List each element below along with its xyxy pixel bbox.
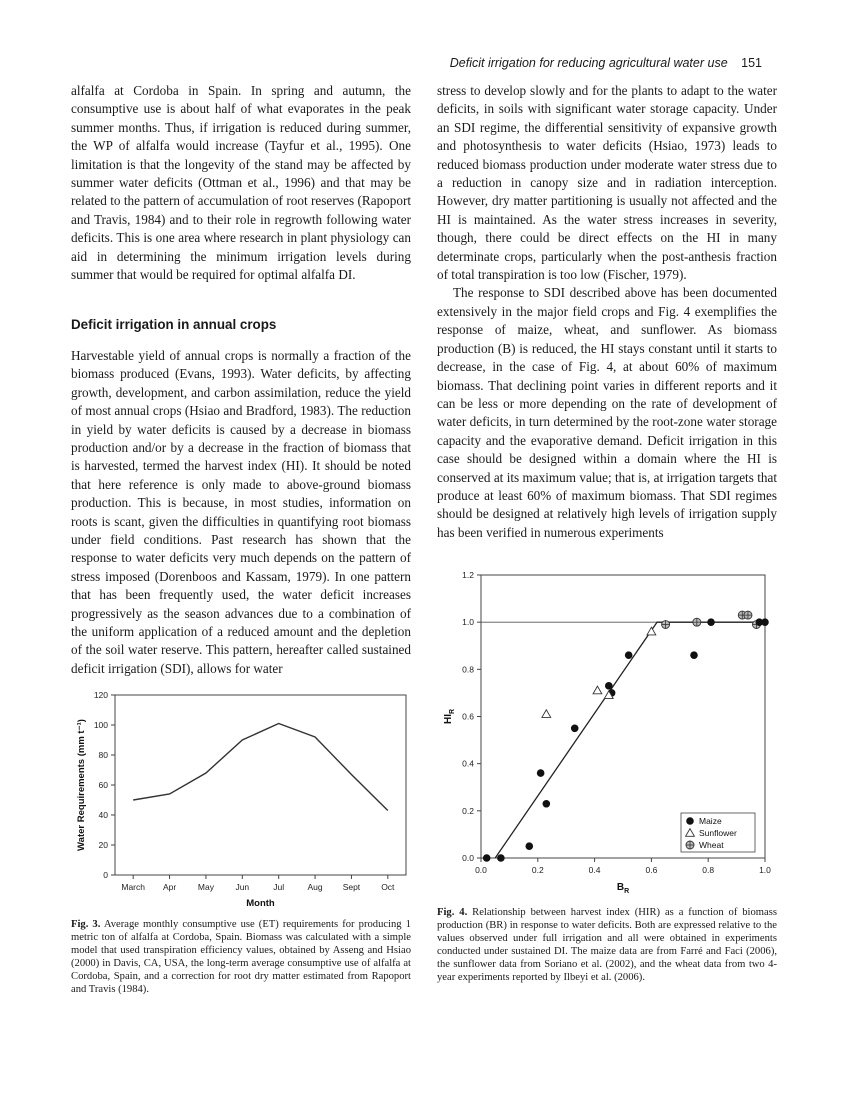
fig4-point-sunflower: [542, 710, 551, 718]
fig4-legend-label-maize: Maize: [699, 816, 722, 826]
fig3-xtick-label: Oct: [381, 882, 395, 892]
fig3-ytick-label: 0: [103, 870, 108, 880]
fig4-point-maize: [525, 842, 533, 850]
fig4-ytick-label: 1.0: [462, 617, 474, 628]
fig3-xtick-label: May: [197, 882, 214, 892]
fig4-ytick-label: 0.0: [462, 853, 474, 863]
left-paragraph-1: alfalfa at Cordoba in Spain. In spring and autumn, the consumptive use is about half of what evaporates in the peak summer months. Thus, if irrigation is reduced during summer, the WP of alfalfa would increase (Tayfur et al., 1995). One limitation is that the longevity of the stand may be affected by summer water deficits (Ottman et al., 1996) and that may be related to the pattern of accumulation of root reserves (Rapoport and Travis, 1984) and to their role in regrowth following water deficits. This is one area where research in plant physiology can aid in determining the minimum irrigation levels during summer that would be required for optimal alfalfa DI.: [71, 83, 411, 283]
fig4-x-axis-label: $B_R$: [616, 882, 630, 895]
fig4-ytick-label: 0.4: [462, 758, 474, 769]
fig4-ytick-label: 0.2: [462, 805, 474, 816]
fig4-point-maize: [605, 682, 613, 690]
right-column: [437, 82, 777, 542]
fig3-caption: [71, 918, 411, 996]
fig4-point-maize: [543, 800, 551, 808]
fig4-point-sunflower: [593, 686, 602, 694]
fig4-point-wheat: [693, 618, 701, 626]
fig3-ytick-label: 60: [98, 780, 108, 790]
right-paragraph-2: The response to SDI described above has been documented extensively in the major field crops and Fig. 4 exemplifies the response of maize, wheat, and sunflower. As biomass production (B) is reduced, the HI stays constant until it starts to decrease, in the case of Fig. 4, at about 60% of maximum biomass. That declining point varies in different reports and it can be less or more depending on the rate of development of water deficits, in turn determined by the root-zone water storage capacity and the evaporative demand. Deficit irrigation in this case should be designed within a domain where the HI is conserved at its maximum value; that is, at irrigation targets that produce at least 60% of maximum biomass. That SDI regimes should be designed at relatively high levels of irrigation supply has been verified in numerous experiments: [437, 285, 777, 540]
fig4-point-sunflower: [647, 627, 656, 635]
left-paragraph-2: Harvestable yield of annual crops is normally a fraction of the biomass produced (Evans, 1993). Water deficits, by affecting growth, development, and carbon assimilation, reduce the yield of most annual crops (Hsiao and Bradford, 1983). The reduction in yield by water deficits is caused by a decrease in biomass production and/or by a decrease in the fraction of biomass that is harvested, termed the harvest index (HI). It should be noted that here reference is only made to above-ground biomass production. This is because, in most studies, information on roots is scant, given the difficulties in quantifying root biomass under field conditions. Past research has shown that the response to water deficits very much depends on the pattern of stress imposed (Dorenboos and Kassam, 1979). In one pattern that has been frequently used, the water deficit increases progressively as the season advances due to a combination of the uniform application of a reduced amount and the depletion of the soil water reserve. This pattern, hereafter called sustained deficit irrigation (SDI), allows for water: [71, 347, 411, 676]
fig4-caption-text: Relationship between harvest index (HIR) as a function of biomass production (BR) in response to water deficits. Both are expressed relative to the values observed under full irrigation and all were obtained in experiments conducted under sustained DI. The maize data are from Farré and Faci (2006), the sunflower data from Soriano et al. (2002), and the wheat data from two 4-year experiments reported by Ilbeyi et al. (2006).: [437, 907, 777, 983]
fig3-xtick-label: March: [121, 882, 145, 892]
fig4-xtick-label: 1.0: [759, 865, 771, 875]
fig4-xtick-label: 0.4: [588, 865, 601, 875]
fig4-ytick-label: 0.6: [462, 711, 474, 722]
fig3-ytick-label: 20: [98, 840, 108, 850]
fig4-point-maize: [483, 854, 491, 862]
fig4-ytick-label: 0.8: [462, 664, 474, 675]
fig4-point-maize: [537, 769, 545, 777]
page-number: 151: [741, 56, 762, 70]
fig3-x-axis-label: Month: [246, 898, 275, 909]
fig4-point-maize: [761, 618, 769, 626]
fig3-ytick-label: 120: [93, 690, 108, 700]
fig3-series-line: [133, 724, 388, 811]
running-head-title: Deficit irrigation for reducing agricultural water use: [449, 56, 728, 70]
fig3-xtick-label: Sept: [342, 882, 361, 892]
fig4-point-maize: [707, 618, 715, 626]
fig4-point-maize: [625, 651, 633, 659]
fig4-legend-marker-maize: [686, 817, 694, 825]
fig3-xtick-label: Jun: [235, 882, 250, 892]
fig4-point-wheat: [744, 611, 752, 619]
fig4-point-wheat: [662, 621, 670, 629]
fig4-ytick-label: 1.2: [462, 570, 474, 580]
fig3-ytick-label: 40: [98, 810, 108, 820]
fig4-legend-marker-wheat: [686, 841, 694, 849]
left-column: [71, 82, 411, 678]
fig4-series-sunflower: [542, 627, 656, 717]
fig3-caption-label: Fig. 3.: [71, 919, 101, 930]
fig4-xtick-label: 0.6: [645, 865, 658, 875]
fig4-point-maize: [497, 854, 505, 862]
fig4-point-maize: [571, 724, 579, 732]
fig3-ytick-label: 80: [98, 750, 108, 760]
fig3-xtick-label: Apr: [162, 882, 177, 892]
fig3-y-axis-label: Water Requirements (mm t⁻¹): [76, 719, 87, 851]
fig3-caption-text: Average monthly consumptive use (ET) requirements for producing 1 metric ton of alfalfa at Cordoba, Spain. Biomass was calculated with a simple model that used transpiration efficiency values, obtained by Asseng and Hsiao (2000) in Davis, CA, USA, the long-term average consumptive use of alfalfa at Cordoba, Spain, and a correction for root dry matter estimated from Rapoport and Travis (1984).: [71, 919, 411, 995]
fig4-legend-label-sunflower: Sunflower: [699, 828, 737, 838]
fig4-legend-label-wheat: Wheat: [699, 840, 724, 850]
fig4-scatter-chart: [437, 565, 782, 900]
fig3-ytick-label: 100: [93, 720, 108, 730]
fig4-xtick-label: 0.0: [475, 865, 487, 875]
fig3-line-chart: [71, 685, 416, 910]
fig4-xtick-label: 0.8: [702, 865, 715, 875]
fig3-xtick-label: Jul: [273, 882, 285, 892]
running-head: [450, 56, 762, 70]
fig4-point-maize: [690, 651, 698, 659]
fig4-y-axis-label: $HI_R$: [443, 708, 456, 725]
fig4-caption: [437, 906, 777, 984]
section-heading: Deficit irrigation in annual crops: [71, 317, 277, 333]
fig4-xtick-label: 0.2: [531, 865, 544, 875]
right-paragraph-1: stress to develop slowly and for the plants to adapt to the water deficits, in soils with significant water storage capacity. Under an SDI regime, the differential sensitivity of expansive growth and photosynthesis to water deficits (Hsiao, 1973) leads to reduced biomass production under moderate water stress due to a reduction in canopy size and in radiation interception. However, dry matter partitioning is usually not affected and the HI is maintained. As the water stress increases in severity, though, there could be direct effects on the HI in many determinate crops, particularly when the post-anthesis fraction of total transpiration is too low (Fischer, 1979).: [437, 83, 777, 283]
fig3-xtick-label: Aug: [307, 882, 323, 892]
fig4-caption-label: Fig. 4.: [437, 907, 468, 918]
